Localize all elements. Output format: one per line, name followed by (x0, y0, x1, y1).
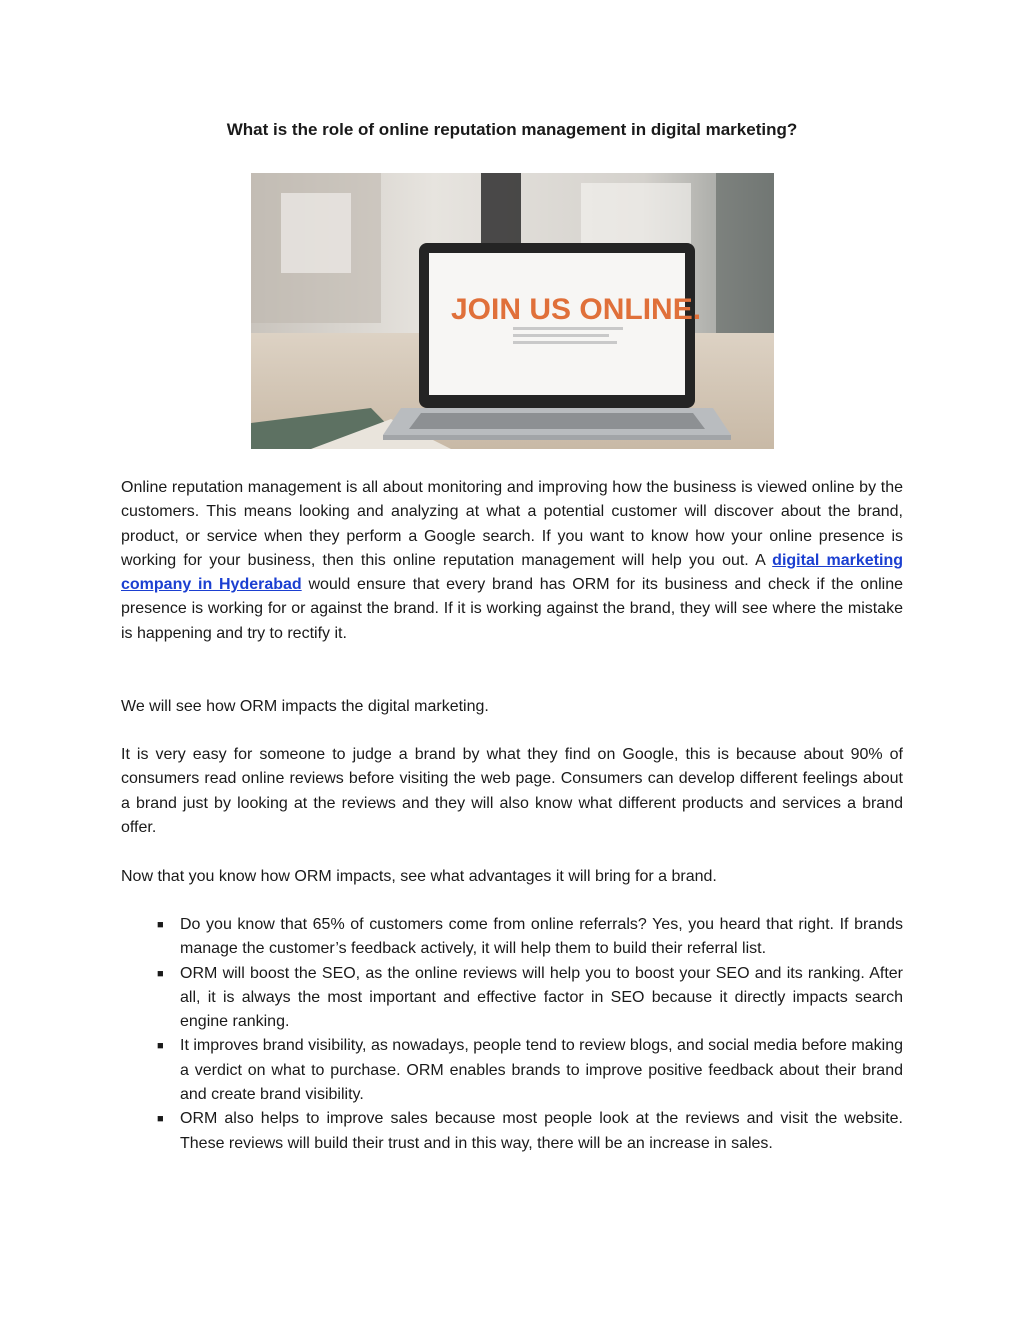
advantages-intro-paragraph: Now that you know how ORM impacts, see what advantages it will bring for a brand. (121, 868, 717, 885)
bullet-square-icon: ■ (157, 919, 164, 931)
bullet-square-icon: ■ (157, 967, 164, 980)
intro-text-start: Online reputation management is all about monitoring and improving how the business is viewed online by the customers. This means looking and analyzing at what a potential customer will discover about the brand, product, or service when they perform a Google search. If you want to know how your online presence is working for your business, then this online reputation management will help you out. A (121, 479, 903, 569)
list-item-text: It improves brand visibility, as nowadays, people tend to review blogs, and social media before making a verdict on what to purchase. ORM enables brands to improve positive feedback about their brand and create brand visibility. (180, 1037, 903, 1104)
list-item (121, 913, 903, 962)
intro-text-end: would ensure that every brand has ORM for its business and check if the online presence is working for or against the brand. If it is working against the brand, they will see where the mistake is happening and try to rectify it. (121, 576, 903, 642)
list-item-text: Do you know that 65% of customers come from online referrals? Yes, you heard that right. If brands manage the customer’s feedback actively, it will help them to build their referral list. (180, 916, 903, 958)
list-item (121, 962, 903, 1035)
screen-text: JOIN US ONLINE. (451, 293, 702, 326)
impact-intro-paragraph: We will see how ORM impacts the digital marketing. (121, 698, 489, 715)
document-title: What is the role of online reputation management in digital marketing? (226, 120, 798, 139)
intro-paragraph (121, 476, 903, 646)
bullet-square-icon: ■ (157, 1113, 164, 1126)
google-judgement-paragraph: It is very easy for someone to judge a brand by what they find on Google, this is because about 90% of consumers read online reviews before visiting the web page. Consumers can develop different feelings about a brand just by looking at the reviews and they will also know what different products and services a brand offer. (121, 746, 903, 836)
list-item-text: ORM also helps to improve sales because most people look at the reviews and visit the website. These reviews will build their trust and in this way, there will be an increase in sales. (180, 1110, 903, 1152)
list-item-text: ORM will boost the SEO, as the online reviews will help you to boost your SEO and its ranking. After all, it is always the most important and effective factor in SEO because it directly impacts search engine ranking. (180, 964, 903, 1031)
list-item (121, 1107, 903, 1156)
hyderabad-company-link[interactable]: digital marketing company in Hyderabad (121, 551, 903, 594)
advantages-list (121, 913, 903, 1156)
list-item (121, 1034, 903, 1107)
laptop-photo (251, 173, 774, 449)
bullet-square-icon: ■ (157, 1040, 164, 1053)
